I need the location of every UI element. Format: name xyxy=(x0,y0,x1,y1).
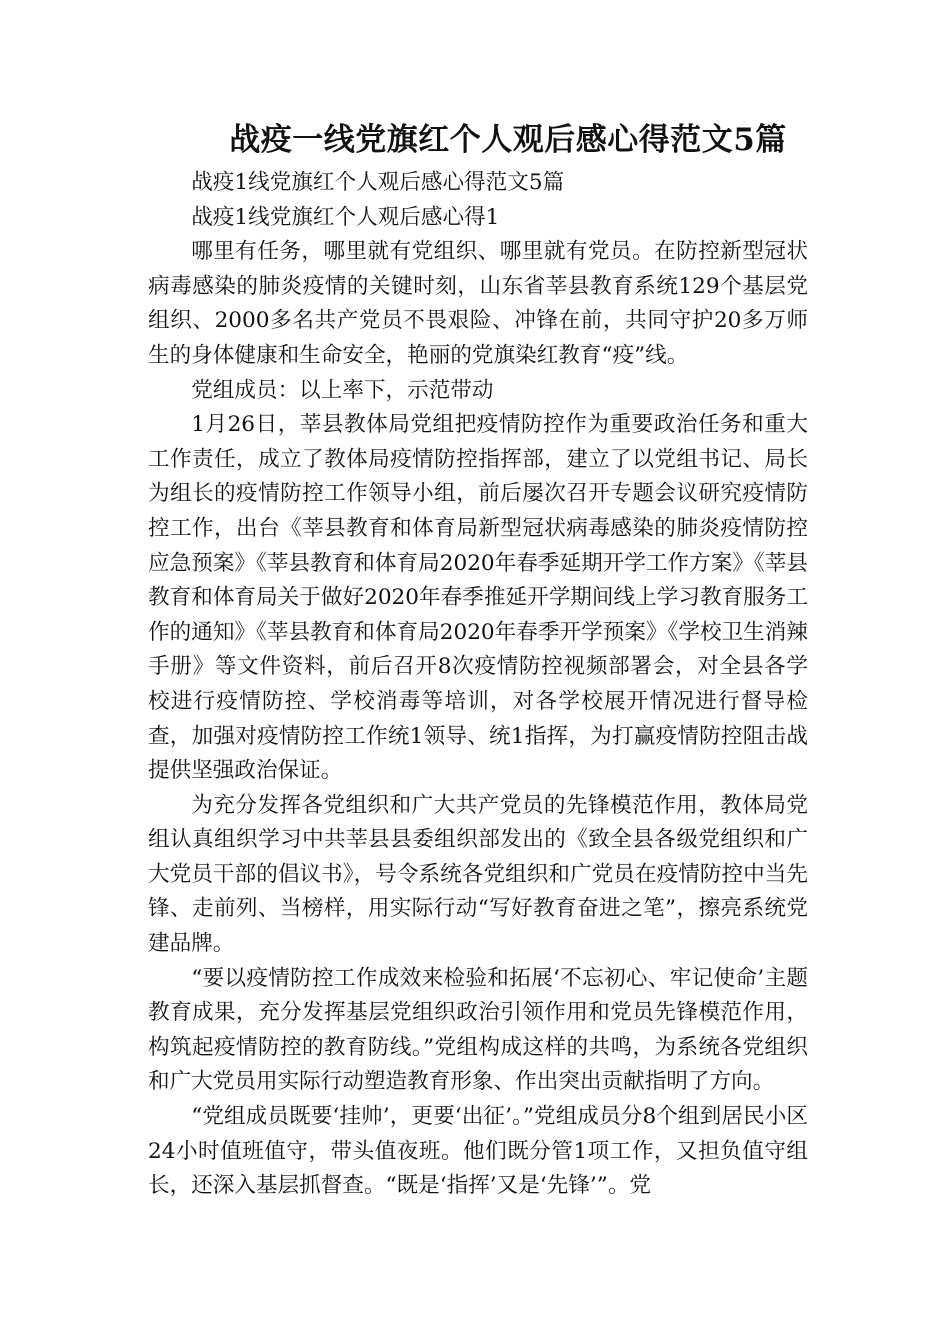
paragraph: 1月26日，莘县教体局党组把疫情防控作为重要政治任务和重大工作责任，成立了教体局疫情防控指挥部，建立了以党组书记、局长为组长的疫情防控工作领导小组，前后屡次召开专题会议研究疫情防控工作，出台《莘县教育和体育局新型冠状病毒感染的肺炎疫情防控应急预案》《莘县教育和体育局2020年春季延期开学工作方案》《莘县教育和体育局关于做好2020年春季推延开学期间线上学习教育服务工作的通知》《莘县教育和体育局2020年春季开学预案》《学校卫生消辣手册》等文件资料，前后召开8次疫情防控视频部署会，对全县各学校进行疫情防控、学校消毒等培训，对各学校展开情况进行督导检查，加强对疫情防控工作统1领导、统1指挥，为打赢疫情防控阻击战提供坚强政治保证。 xyxy=(148,412,808,784)
document-title: 战疫一线党旗红个人观后感心得范文5篇 xyxy=(229,122,787,158)
paragraph-subheading: 党组成员：以上率下，示范带动 xyxy=(191,377,494,403)
paragraph-subtitle: 战疫1线党旗红个人观后感心得范文5篇 xyxy=(191,170,565,195)
paragraph: “党组成员既要‘挂帅’，更要‘出征’。”党组成员分8个组到居民小区24小时值班值守，带头值夜班。他们既分管1项工作，又担负值守组长，还深入基层抓督查。“既是‘指挥’又是‘先锋’”。党 xyxy=(148,1104,808,1199)
paragraph: “要以疫情防控工作成效来检验和拓展‘不忘初心、牢记使命’主题教育成果，充分发挥基层党组织政治引领作用和党员先锋模范作用，构筑起疫情防控的教育防线。”党组构成这样的共鸣，为系统各党组织和广大党员用实际行动塑造教育形象、作出突出贡献指明了方向。 xyxy=(148,965,808,1095)
paragraph: 哪里有任务，哪里就有党组织、哪里就有党员。在防控新型冠状病毒感染的肺炎疫情的关键时刻，山东省莘县教育系统129个基层党组织、2000多名共产党员不畏艰险、冲锋在前，共同守护20多万师生的身体健康和生命安全，艳丽的党旗染红教育“疫”线。 xyxy=(148,239,808,368)
paragraph-section-heading: 战疫1线党旗红个人观后感心得1 xyxy=(191,204,500,230)
document-body xyxy=(148,166,808,1204)
paragraph: 为充分发挥各党组织和广大共产党员的先锋模范作用，教体局党组认真组织学习中共莘县县委组织部发出的《致全县各级党组织和广大党员干部的倡议书》，号令系统各党组织和广党员在疫情防控中当先锋、走前列、当榜样，用实际行动“写好教育奋进之笔”，擦亮系统党建品牌。 xyxy=(148,792,808,957)
